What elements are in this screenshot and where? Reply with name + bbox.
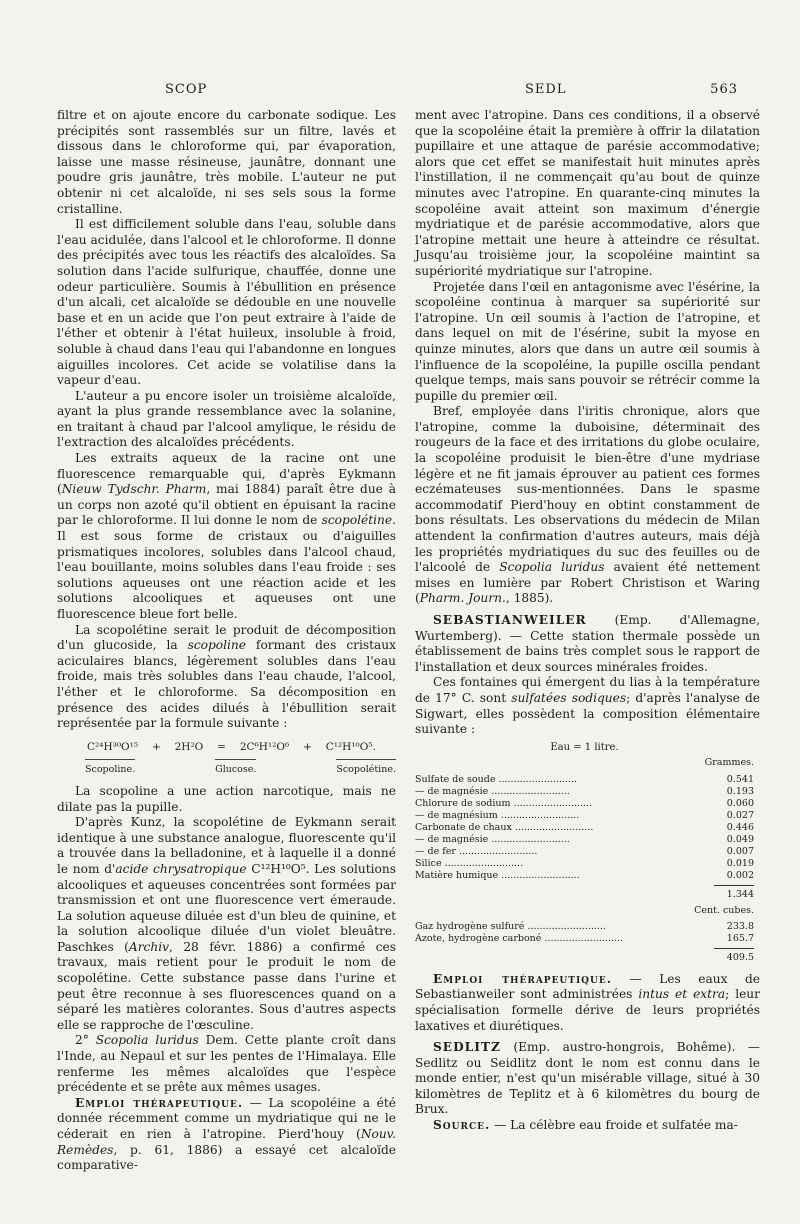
- term: scopoline: [187, 638, 246, 653]
- row-label: — de fer ..........................: [415, 845, 538, 857]
- paragraph: [57, 1096, 396, 1174]
- table-row: [415, 870, 754, 882]
- paragraph: Il est difficilement soluble dans l'eau, soluble dans l'eau acidulée, dans l'alcool et le chloroforme. Il donne des précipités avec tous les réactifs des alcaloïdes. Sa solution dans l'acide sulfurique, chauffée, donne une odeur particulière. Soumis à l'ébullition en présence d'un alcali, cet alcaloïde se dédouble en une nouvelle base et en un acide que l'on peut extraire à l'aide de l'éther et obtenir à l'état huileux, insoluble à froid, soluble à chaud dans l'eau qui l'abandonne en longues aiguilles incolores. Cet acide se volatilise dans la vapeur d'eau.: [57, 217, 396, 388]
- row-label: — de magnésie ..........................: [415, 785, 570, 797]
- text: formant des cristaux aciculaires blancs, légèrement solubles dans l'eau froide, mais très solubles dans l'eau chaude, l'alcool, l'éther et le chloroforme. Sa décomposition en présence des acides dilués à l'ébullition serait représentée par la formule suivante :: [57, 638, 397, 731]
- paragraph: [57, 623, 396, 732]
- text: 2°: [75, 1033, 96, 1048]
- citation: Pharm. Journ.: [419, 591, 506, 606]
- paragraph: La scopoline a une action narcotique, mais ne dilate pas la pupille.: [57, 783, 396, 814]
- analysis-table: [415, 738, 760, 966]
- row-label: — de magnésium ..........................: [415, 809, 580, 821]
- term: acide chrysatropique: [115, 861, 247, 876]
- term: Scopolia luridus: [499, 560, 605, 575]
- formula-term: 2H²O: [174, 740, 204, 753]
- term: Scopolia luridus: [95, 1033, 199, 1048]
- formula-term: 2C⁶H¹²O⁶: [239, 740, 290, 753]
- row-value: 0.027: [726, 809, 754, 821]
- paragraph: [415, 972, 760, 1034]
- table-row: [415, 774, 754, 786]
- row-value: 165.7: [726, 933, 754, 945]
- citation: Archiv: [128, 939, 169, 954]
- row-value: 0.446: [726, 821, 754, 833]
- right-column: [415, 108, 760, 1134]
- total-row: [415, 885, 754, 903]
- text: (Emp. austro-hongrois, Bohême). — Sedlitz ou Seidlitz dont le nom est connu dans le monde entier, n'est qu'un misérable village, situé à 30 kilomètres de Teplitz et à 6 kilomètres du bourg de Brux.: [415, 1040, 760, 1117]
- row-label: Chlorure de sodium ..........................: [415, 797, 593, 809]
- paragraph: [57, 815, 396, 1033]
- text: , mai 1884) paraît être due à un corps non azoté qu'il obtient en épuisant la racine par le chloroforme. Il lui donne le nom de: [57, 482, 397, 528]
- formula-term: C¹²H¹⁰O⁵.: [325, 740, 376, 753]
- row-value: 0.002: [726, 869, 754, 881]
- text: La scopolétine serait le produit de décomposition d'un glucoside, la: [57, 622, 396, 653]
- row-value: 233.8: [726, 921, 754, 933]
- table-row: [415, 786, 754, 798]
- unit-label: Cent. cubes.: [694, 904, 754, 916]
- header-right-word: SEDL: [525, 82, 567, 97]
- formula-label: Glucose.: [215, 759, 256, 778]
- paragraph: [415, 404, 760, 607]
- paragraph: [57, 1033, 396, 1095]
- paragraph: L'auteur a pu encore isoler un troisième alcaloïde, ayant la plus grande ressemblance avec la solanine, en traitant à chaud par l'alcool amylique, le résidu de l'extraction des alcaloïdes précédents.: [57, 388, 396, 450]
- total-row: [415, 948, 754, 966]
- text: , 1885).: [505, 591, 554, 606]
- citation: Nouv. Remèdes: [57, 1127, 396, 1157]
- table-row: [415, 933, 754, 945]
- term: sulfatées sodiques: [511, 690, 627, 705]
- entry-heading: SEBASTIANWEILER: [433, 613, 587, 627]
- text: D'après Kunz, la scopolétine de Eykmann serait identique à une substance analogue, fluorescente qu'il a trouvée dans la belladonine, et à laquelle il a donné le nom d': [57, 815, 396, 876]
- running-header: [0, 82, 800, 102]
- formula-label: Scopolétine.: [336, 759, 396, 778]
- section-heading: Emploi thérapeutique.: [433, 971, 612, 986]
- text: Dem. Cette plante croît dans l'Inde, au Nepaul et sur les pentes de l'Himalaya. Elle renferme les mêmes alcaloïdes que l'espèce précédente et se prête aux mêmes usages.: [57, 1033, 396, 1095]
- text: . Il est sous forme de cristaux ou d'aiguilles prismatiques incolores, solubles dans l'alcool chaud, l'eau bouillante, moins solubles dans l'eau froide : ses solutions aqueuses ont une réaction acide et les solutions alcooliques et aqueuses ont une fluorescence bleue fort belle.: [57, 513, 396, 621]
- section-heading: Source.: [433, 1118, 491, 1133]
- text: , 28 févr. 1886) a confirmé ces travaux, mais retient pour le produit le nom de scopolétine. Cette substance passe dans l'urine et peut être reconnue à ses fluorescences quand on a séparé les matières colorantes. Sous d'autres aspects elle se rapproche de l'œsculine.: [57, 939, 396, 1032]
- formula-term: C²⁴H³⁰O¹⁵: [87, 740, 139, 753]
- row-value: 0.007: [726, 845, 754, 857]
- row-label: — de magnésie ..........................: [415, 833, 570, 845]
- row-label: Matière humique ..........................: [415, 869, 580, 881]
- table-row: [415, 798, 754, 810]
- formula-operator: +: [151, 740, 161, 753]
- paragraph: ment avec l'atropine. Dans ces conditions, il a observé que la scopoléine était la première à offrir la dilatation pupillaire et une attaque de parésie accommodative; alors que cet effet se manifestait huit minutes après l'instillation, il ne commençait qu'au bout de quinze minutes avec l'atropine. En quarante-cinq minutes la scopoléine avait atteint son maximum d'énergie mydriatique et de parésie accommodative, alors que l'atropine mettait une heure à atteindre ce résultat. Jusqu'au troisième jour, la scopoléine maintint sa supériorité mydriatique sur l'atropine.: [415, 108, 760, 278]
- left-column: [57, 108, 396, 1174]
- table-row: [415, 858, 754, 870]
- text: , p. 61, 1886) a essayé cet alcaloïde comparative-: [57, 1142, 396, 1173]
- text: — La scopoléine a été donnée récemment comme un mydriatique qui ne le céderait en rien à l'atropine. Pierd'houy (: [57, 1095, 396, 1141]
- paragraph: [415, 1040, 760, 1118]
- total-value: 409.5: [714, 948, 754, 966]
- text: ; d'après l'analyse de Sigwart, elles possèdent la composition élémentaire suivante :: [415, 690, 760, 737]
- row-label: Silice ..........................: [415, 857, 524, 869]
- formula-label: Scopoline.: [85, 759, 135, 778]
- salts-table: [415, 774, 754, 882]
- table-row: [415, 810, 754, 822]
- term: scopolétine: [321, 513, 393, 528]
- table-row: [415, 846, 754, 858]
- row-value: 0.019: [726, 857, 754, 869]
- text: Bref, employée dans l'iritis chronique, alors que l'atropine, comme la duboisine, déterminait des rougeurs de la face et des irritations du globe oculaire, la scopoléine produisit le bien-être d'une mydriase légère et ne fit jamais éprouver au patient ces formes eczémateuses sus-mentionnées. Dans le spasme accommodatif Pierd'houy en obtint constamment de bons résultats. Les observations du médecin de Milan attendent la confirmation d'autres auteurs, mais déjà les propriétés mydriatiques du suc des feuilles ou de l'alcoolé de: [415, 404, 760, 575]
- paragraph: [415, 1118, 760, 1134]
- paragraph: filtre et on ajoute encore du carbonate sodique. Les précipités sont rassemblés sur un filtre, lavés et dissous dans le chloroforme qui, par évaporation, laisse une masse résineuse, jaunâtre, donnant une poudre gris jaunâtre, très mobile. L'auteur ne put obtenir ni cet alcaloïde, ni ses sels sous la forme cristalline.: [57, 108, 396, 216]
- row-value: 0.060: [726, 797, 754, 809]
- table-row: [415, 822, 754, 834]
- row-value: 0.541: [726, 773, 754, 785]
- entry-heading: SEDLITZ: [433, 1040, 501, 1055]
- row-label: Sulfate de soude ..........................: [415, 773, 577, 785]
- paragraph: Projetée dans l'œil en antagonisme avec l'ésérine, la scopoléine continua à marquer sa supériorité sur l'atropine. Un œil soumis à l'action de l'atropine, et dans lequel on mit de l'ésérine, subit la myose en quinze minutes, alors que dans un autre œil soumis à l'influence de la scopoléine, la pupille oscilla pendant quelque temps, mais sans pouvoir se rétrécir comme la pupille du premier œil.: [415, 279, 760, 403]
- term: intus et extra: [638, 987, 726, 1002]
- row-label: Gaz hydrogène sulfuré ..........................: [415, 921, 606, 933]
- text: — La célèbre eau froide et sulfatée ma-: [490, 1118, 738, 1133]
- formula-operator: =: [217, 740, 226, 753]
- text: ; leur spécialisation formelle dérive de leurs propriétés laxatives et diurétiques.: [415, 987, 760, 1033]
- gas-table: [415, 921, 754, 945]
- row-value: 0.193: [726, 785, 754, 797]
- text: Les extraits aqueux de la racine ont une fluorescence remarquable qui, d'après Eykmann (: [57, 451, 396, 497]
- paragraph: [415, 613, 760, 675]
- row-value: 0.049: [726, 833, 754, 845]
- text: C¹²H¹⁰O⁵. Les solutions alcooliques et aqueuses concentrées sont formées par transmission et ont une fluorescence vert émeraude. La solution aqueuse diluée est d'un bleu de quinine, et la solution alcoolique diluée d'un violet bleuâtre. Paschkes (: [57, 861, 396, 954]
- chemical-formula: [57, 740, 396, 778]
- row-label: Azote, hydrogène carboné ..........................: [415, 933, 623, 945]
- text: — Les eaux de Sebastianweiler sont administrées: [415, 971, 760, 1002]
- formula-operator: +: [303, 740, 312, 753]
- table-row: [415, 834, 754, 846]
- paragraph: [415, 675, 760, 737]
- row-label: Carbonate de chaux ..........................: [415, 821, 594, 833]
- unit-label: Grammes.: [704, 757, 754, 769]
- table-row: [415, 921, 754, 933]
- section-heading: Emploi thérapeutique.: [75, 1095, 244, 1110]
- table-caption: Eau = 1 litre.: [550, 741, 619, 753]
- paragraph: [57, 451, 396, 623]
- header-left-word: SCOP: [165, 82, 208, 97]
- total-value: 1.344: [714, 885, 754, 903]
- text: (Emp. d'Allemagne, Wurtemberg). — Cette station thermale possède un établissement de bains très complet sous le rapport de l'installation et deux sources minérales froides.: [415, 613, 760, 674]
- page-number: 563: [710, 82, 738, 97]
- text: avaient été nettement mises en lumière par Robert Christison et Waring (: [415, 560, 760, 606]
- text: Ces fontaines qui émergent du lias à la température de 17° C. sont: [415, 675, 760, 705]
- citation: Nieuw Tydschr. Pharm: [61, 482, 207, 497]
